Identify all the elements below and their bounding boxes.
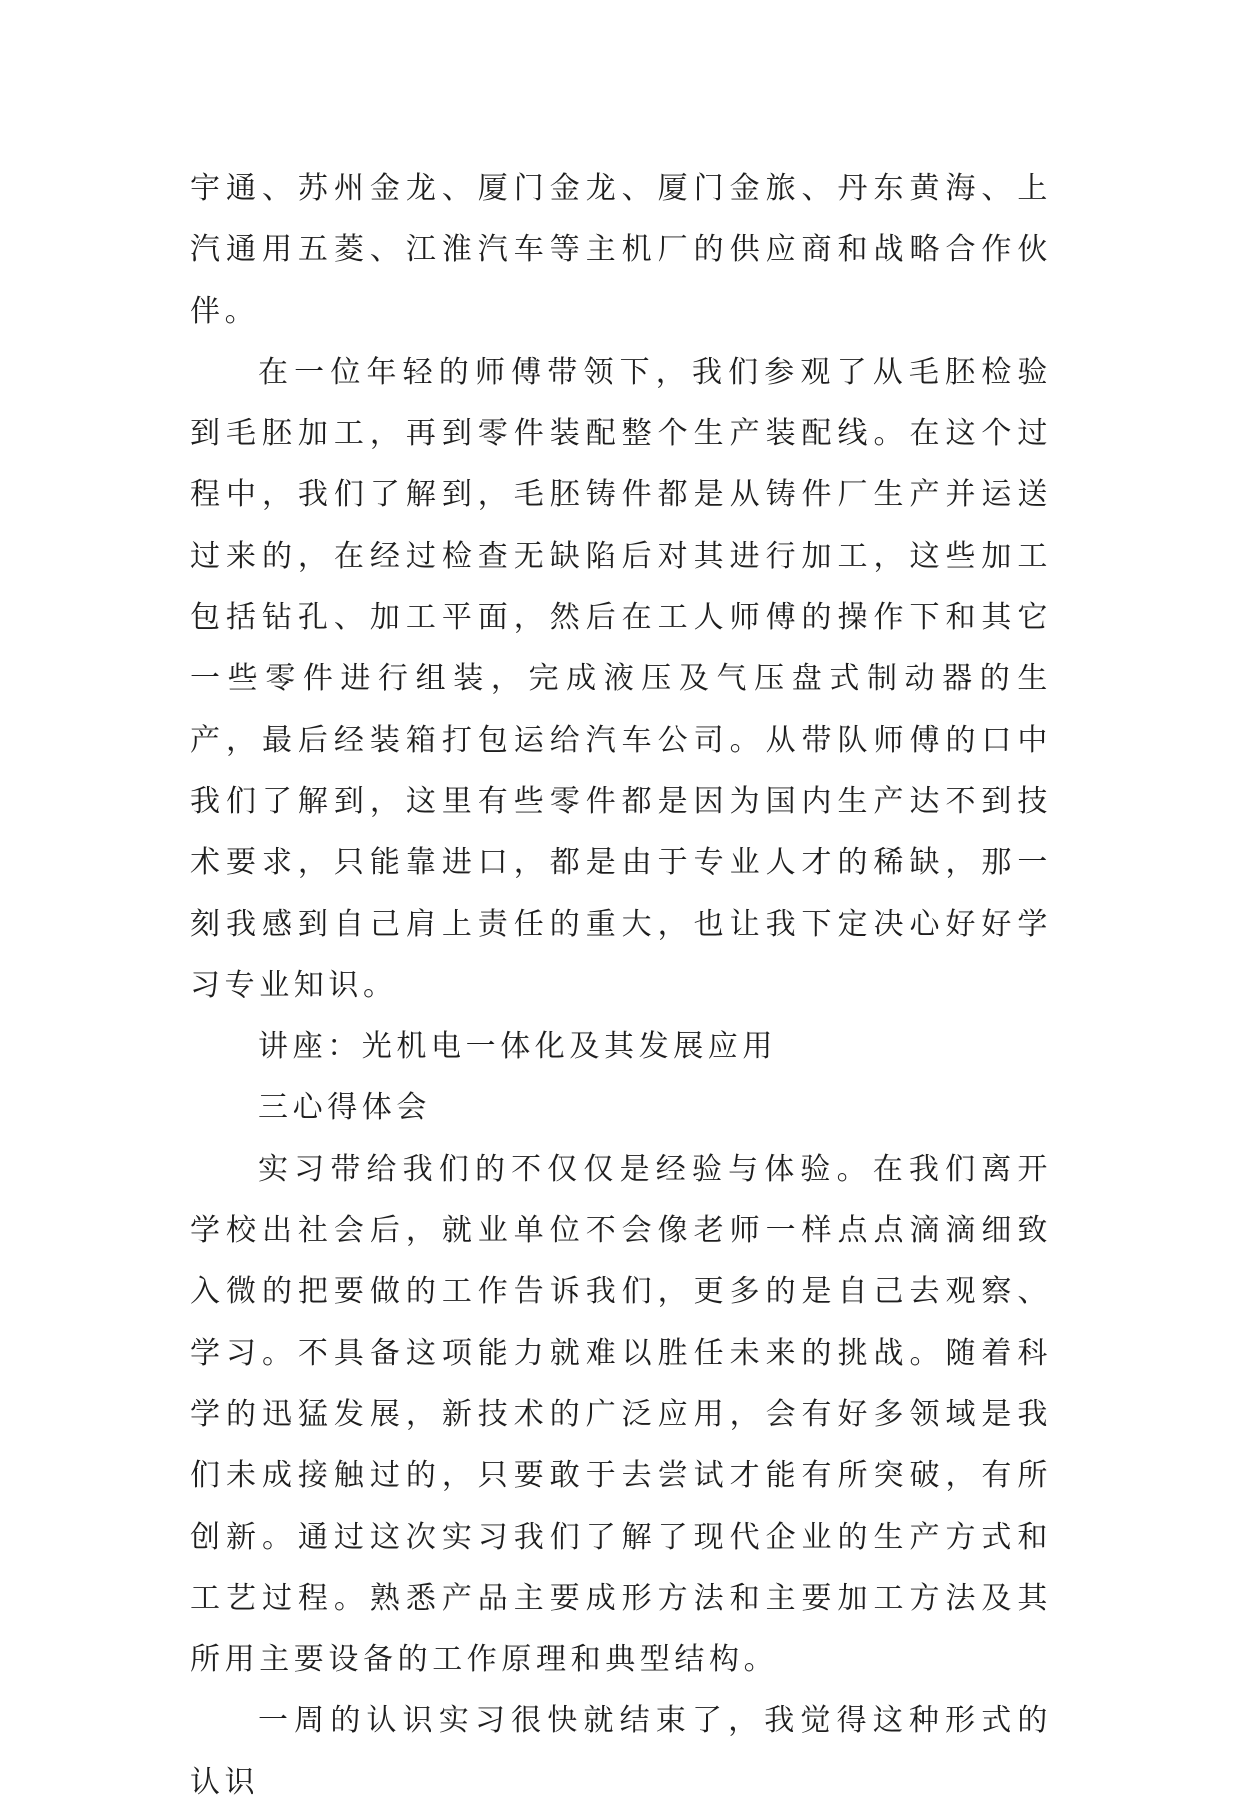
paragraph-factory-tour: 在一位年轻的师傅带领下，我们参观了从毛胚检验到毛胚加工，再到零件装配整个生产装配线。在这个过程中，我们了解到，毛胚铸件都是从铸件厂生产并运送过来的，在经过检查无缺陷后对其进行加工，这些加工包括钻孔、加工平面，然后在工人师傅的操作下和其它一些零件进行组装，完成液压及气压盘式制动器的生产，最后经装箱打包运给汽车公司。从带队师傅的口中我们了解到，这里有些零件都是因为国内生产达不到技术要求，只能靠进口，都是由于专业人才的稀缺，那一刻我感到自己肩上责任的重大，也让我下定决心好好学习专业知识。 [190,354,1052,1003]
section-heading-reflections: 三心得体会 [258,1090,431,1126]
paragraph-lecture: 讲座：光机电一体化及其发展应用 [258,1029,777,1065]
paragraph-conclusion: 一周的认识实习很快就结束了，我觉得这种形式的认识 [190,1703,1052,1800]
paragraph-suppliers: 宇通、苏州金龙、厦门金龙、厦门金旅、丹东黄海、上汽通用五菱、江淮汽车等主机厂的供应商和战略合作伙伴。 [190,171,1052,329]
paragraph-reflections: 实习带给我们的不仅仅是经验与体验。在我们离开学校出社会后，就业单位不会像老师一样点点滴滴细致入微的把要做的工作告诉我们，更多的是自己去观察、学习。不具备这项能力就难以胜任未来的挑战。随着科学的迅猛发展，新技术的广泛应用，会有好多领域是我们未成接触过的，只要敢于去尝试才能有所突破，有所创新。通过这次实习我们了解了现代企业的生产方式和工艺过程。熟悉产品主要成形方法和主要加工方法及其所用主要设备的工作原理和典型结构。 [190,1151,1052,1678]
document-body [190,158,1052,1813]
